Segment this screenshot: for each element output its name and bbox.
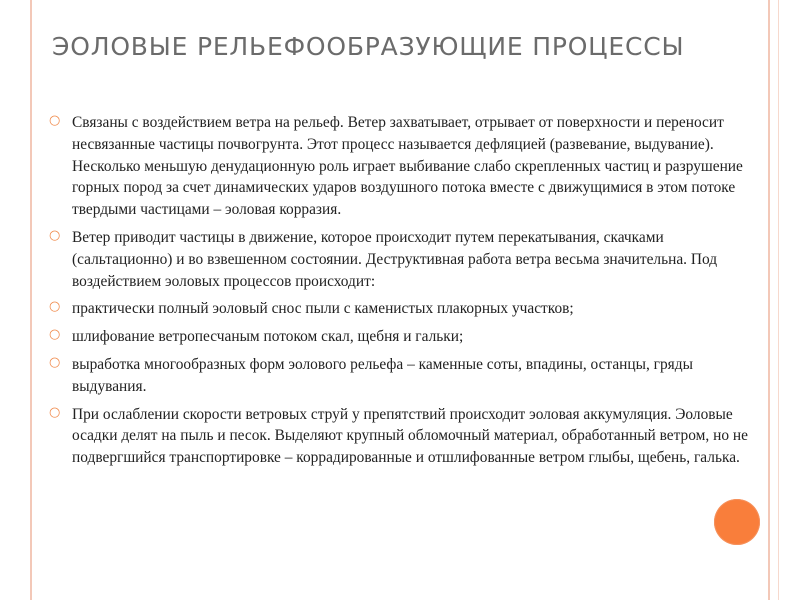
bullet-icon: ○ [49, 327, 61, 343]
bullet-icon: ○ [49, 404, 61, 420]
list-item-text: шлифование ветропесчаным потоком скал, щебня и гальки; [72, 328, 464, 346]
list-item-text: практически полный эоловый снос пыли с каменистых плакорных участков; [72, 300, 574, 318]
orange-circle-decoration [714, 499, 760, 545]
list-item-text: выработка многообразных форм эолового рельефа – каменные соты, впадины, останцы, гряды выдувания. [72, 355, 693, 395]
list-item [48, 112, 748, 221]
right-border-line-thin [778, 0, 779, 600]
list-item [48, 354, 748, 398]
bullet-icon: ○ [49, 299, 61, 315]
bullet-icon: ○ [49, 113, 61, 128]
right-border-line [768, 0, 770, 600]
list-item-text: При ослаблении скорости ветровых струй у препятствий происходит эоловая аккумуляция. Эоловые осадки делят на пыль и песок. Выделяют крупный обломочный материал, обработанный ветром, но не подвергшийся транспортировке – коррадированные и отшлифованные ветром глыбы, щебень, галька. [72, 405, 748, 467]
slide-title: ЭОЛОВЫЕ РЕЛЬЕФООБРАЗУЮЩИЕ ПРОЦЕССЫ [52, 32, 685, 61]
left-border-line [30, 0, 32, 600]
bullet-icon: ○ [49, 354, 61, 370]
list-item-text: Связаны с воздействием ветра на рельеф. Ветер захватывает, отрывает от поверхности и переносит несвязанные частицы почвогрунта. Этот процесс называется дефляцией (развевание, выдувание). Несколько меньшую денудационную роль играет выбивание слабо скрепленных частиц и разрушение горных пород за счет динамических ударов воздушного потока вместе с движущимися в этом потоке твердыми частицами – эоловая корразия. [72, 114, 743, 219]
list-item [48, 227, 748, 292]
list-item [48, 298, 748, 320]
list-item-text: Ветер приводит частицы в движение, которое происходит путем перекатывания, скачками (сальтационно) и во взвешенном состоянии. Деструктивная работа ветра весьма значительна. Под воздействием эоловых процессов происходит: [72, 228, 718, 290]
list-item [48, 326, 748, 348]
list-item [48, 404, 748, 469]
bullet-icon: ○ [49, 227, 61, 243]
bullet-list [48, 112, 748, 475]
